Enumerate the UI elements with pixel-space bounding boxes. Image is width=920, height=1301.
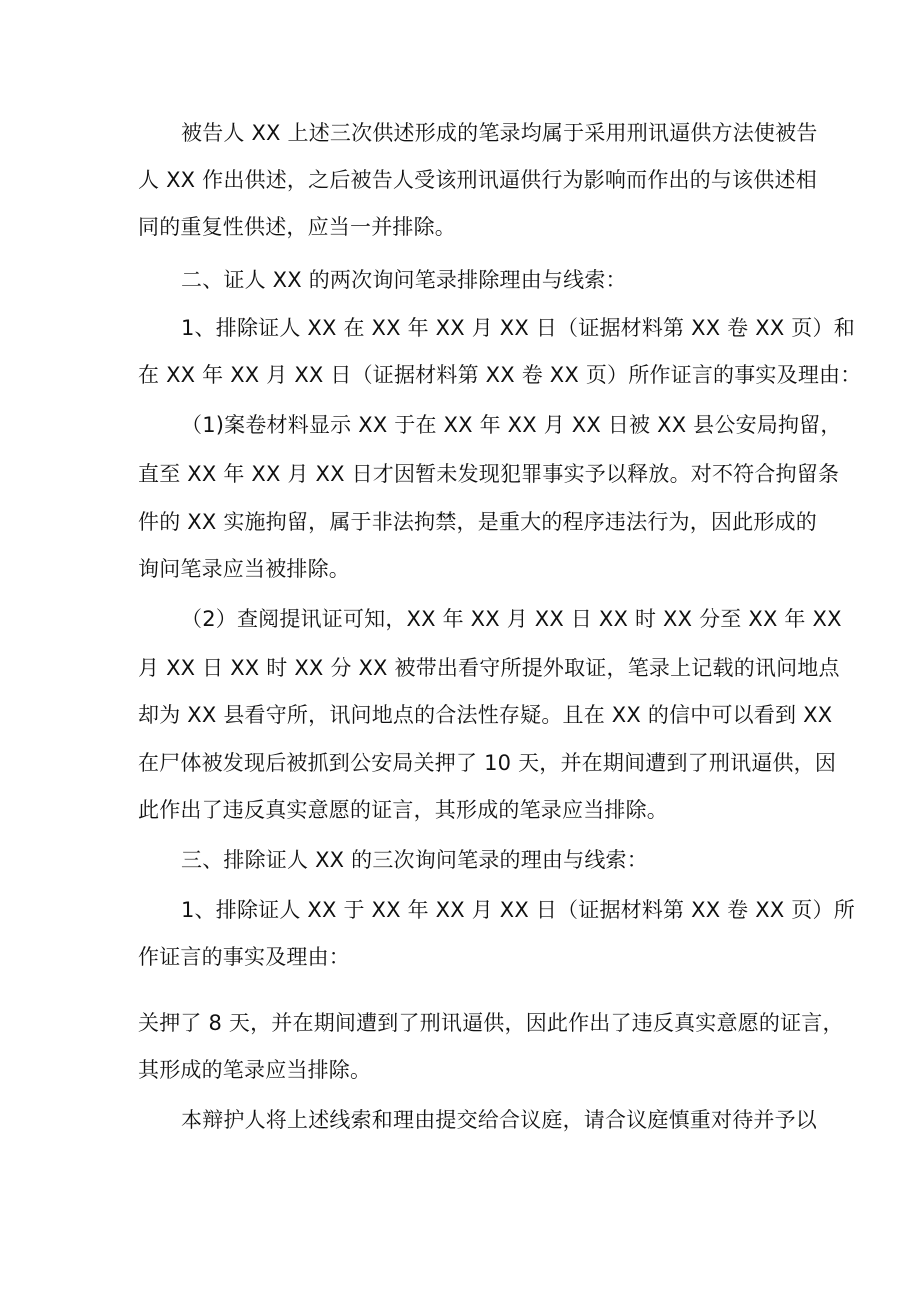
paragraph-line: （1)案卷材料显示 XX 于在 XX 年 XX 月 XX 日被 XX 县公安局拘留，: [181, 413, 842, 437]
paragraph-line: 件的 XX 实施拘留，属于非法拘禁，是重大的程序违法行为，因此形成的: [138, 510, 817, 534]
paragraph-line: 却为 XX 县看守所，讯问地点的合法性存疑。且在 XX 的信中可以看到 XX: [138, 703, 833, 727]
paragraph-line: 直至 XX 年 XX 月 XX 日才因暂未发现犯罪事实予以释放。对不符合拘留条: [138, 462, 840, 486]
paragraph-line: 在 XX 年 XX 月 XX 日（证据材料第 XX 卷 XX 页）所作证言的事实及理由：: [138, 363, 862, 387]
paragraph-line: 1、排除证人 XX 在 XX 年 XX 月 XX 日（证据材料第 XX 卷 XX 页）和: [181, 316, 855, 340]
paragraph-line: 被告人 XX 上述三次供述形成的笔录均属于采用刑讯逼供方法使被告: [181, 121, 818, 145]
paragraph-line: 作证言的事实及理由：: [138, 945, 350, 969]
paragraph-line: 询问笔录应当被排除。: [138, 557, 350, 581]
paragraph-line: 此作出了违反真实意愿的证言，其形成的笔录应当排除。: [138, 798, 668, 822]
paragraph-line: 同的重复性供述，应当一并排除。: [138, 215, 456, 239]
paragraph-line: 1、排除证人 XX 于 XX 年 XX 月 XX 日（证据材料第 XX 卷 XX 页）所: [181, 898, 855, 922]
paragraph-line: 在尸体被发现后被抓到公安局关押了 10 天，并在期间遭到了刑讯逼供，因: [138, 751, 837, 775]
paragraph-line: 关押了 8 天，并在期间遭到了刑讯逼供，因此作出了违反真实意愿的证言，: [138, 1011, 844, 1035]
paragraph-line: 本辩护人将上述线索和理由提交给合议庭，请合议庭慎重对待并予以: [181, 1108, 817, 1132]
section-heading: 三、排除证人 XX 的三次询问笔录的理由与线索：: [181, 848, 648, 872]
paragraph-line: （2）查阅提讯证可知，XX 年 XX 月 XX 日 XX 时 XX 分至 XX 年 XX: [181, 607, 842, 631]
paragraph-line: 人 XX 作出供述，之后被告人受该刑讯逼供行为影响而作出的与该供述相: [138, 168, 817, 192]
section-heading: 二、证人 XX 的两次询问笔录排除理由与线索：: [181, 268, 627, 292]
paragraph-line: 其形成的笔录应当排除。: [138, 1058, 372, 1082]
paragraph-line: 月 XX 日 XX 时 XX 分 XX 被带出看守所提外取证，笔录上记载的讯问地点: [138, 656, 840, 680]
